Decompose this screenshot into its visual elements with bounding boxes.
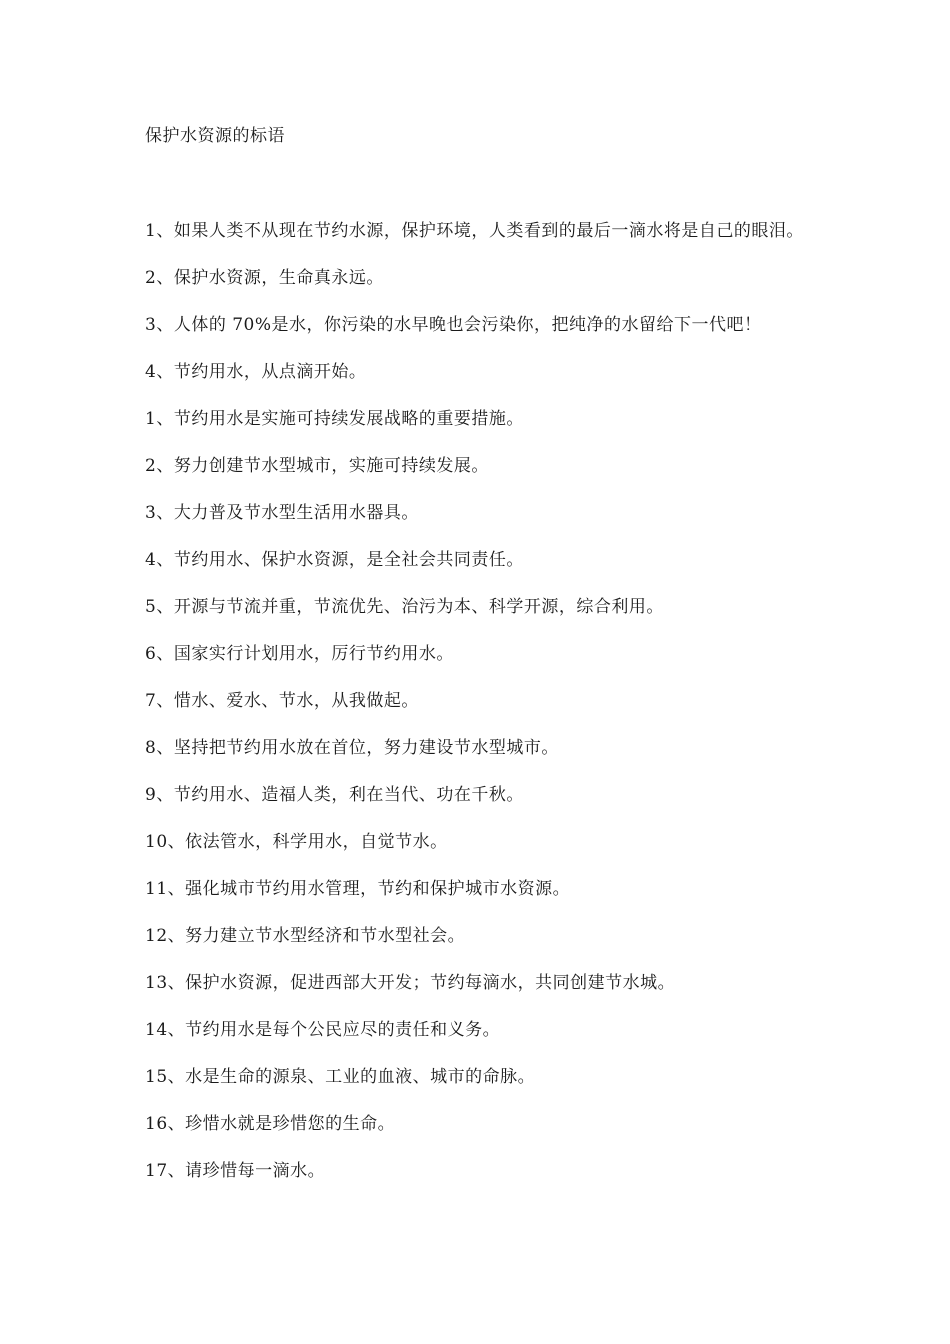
slogan-item: 5、开源与节流并重，节流优先、治污为本、科学开源，综合利用。 bbox=[145, 597, 664, 617]
slogan-item: 4、节约用水，从点滴开始。 bbox=[145, 362, 367, 382]
slogan-item: 12、努力建立节水型经济和节水型社会。 bbox=[145, 926, 466, 946]
slogan-item: 17、请珍惜每一滴水。 bbox=[145, 1161, 326, 1181]
slogan-item: 10、依法管水，科学用水，自觉节水。 bbox=[145, 832, 448, 852]
slogan-item: 14、节约用水是每个公民应尽的责任和义务。 bbox=[145, 1020, 501, 1040]
slogan-list bbox=[145, 219, 815, 1206]
slogan-item: 1、节约用水是实施可持续发展战略的重要措施。 bbox=[145, 409, 524, 429]
slogan-item: 4、节约用水、保护水资源，是全社会共同责任。 bbox=[145, 550, 524, 570]
slogan-item: 8、坚持把节约用水放在首位，努力建设节水型城市。 bbox=[145, 738, 559, 758]
slogan-item: 7、惜水、爱水、节水，从我做起。 bbox=[145, 691, 419, 711]
slogan-item: 1、如果人类不从现在节约水源，保护环境，人类看到的最后一滴水将是自己的眼泪。 bbox=[145, 221, 804, 241]
slogan-item: 9、节约用水、造福人类，利在当代、功在千秋。 bbox=[145, 785, 524, 805]
slogan-item: 2、保护水资源，生命真永远。 bbox=[145, 268, 384, 288]
slogan-item: 2、努力创建节水型城市，实施可持续发展。 bbox=[145, 456, 489, 476]
slogan-item: 11、强化城市节约用水管理，节约和保护城市水资源。 bbox=[145, 879, 571, 899]
slogan-item: 3、大力普及节水型生活用水器具。 bbox=[145, 503, 419, 523]
slogan-item: 16、珍惜水就是珍惜您的生命。 bbox=[145, 1114, 396, 1134]
slogan-item: 3、人体的 70%是水，你污染的水早晚也会污染你，把纯净的水留给下一代吧！ bbox=[145, 315, 762, 335]
slogan-item: 15、水是生命的源泉、工业的血液、城市的命脉。 bbox=[145, 1067, 536, 1087]
document-title: 保护水资源的标语 bbox=[145, 126, 285, 146]
slogan-item: 6、国家实行计划用水，厉行节约用水。 bbox=[145, 644, 454, 664]
slogan-item: 13、保护水资源，促进西部大开发；节约每滴水，共同创建节水城。 bbox=[145, 973, 676, 993]
